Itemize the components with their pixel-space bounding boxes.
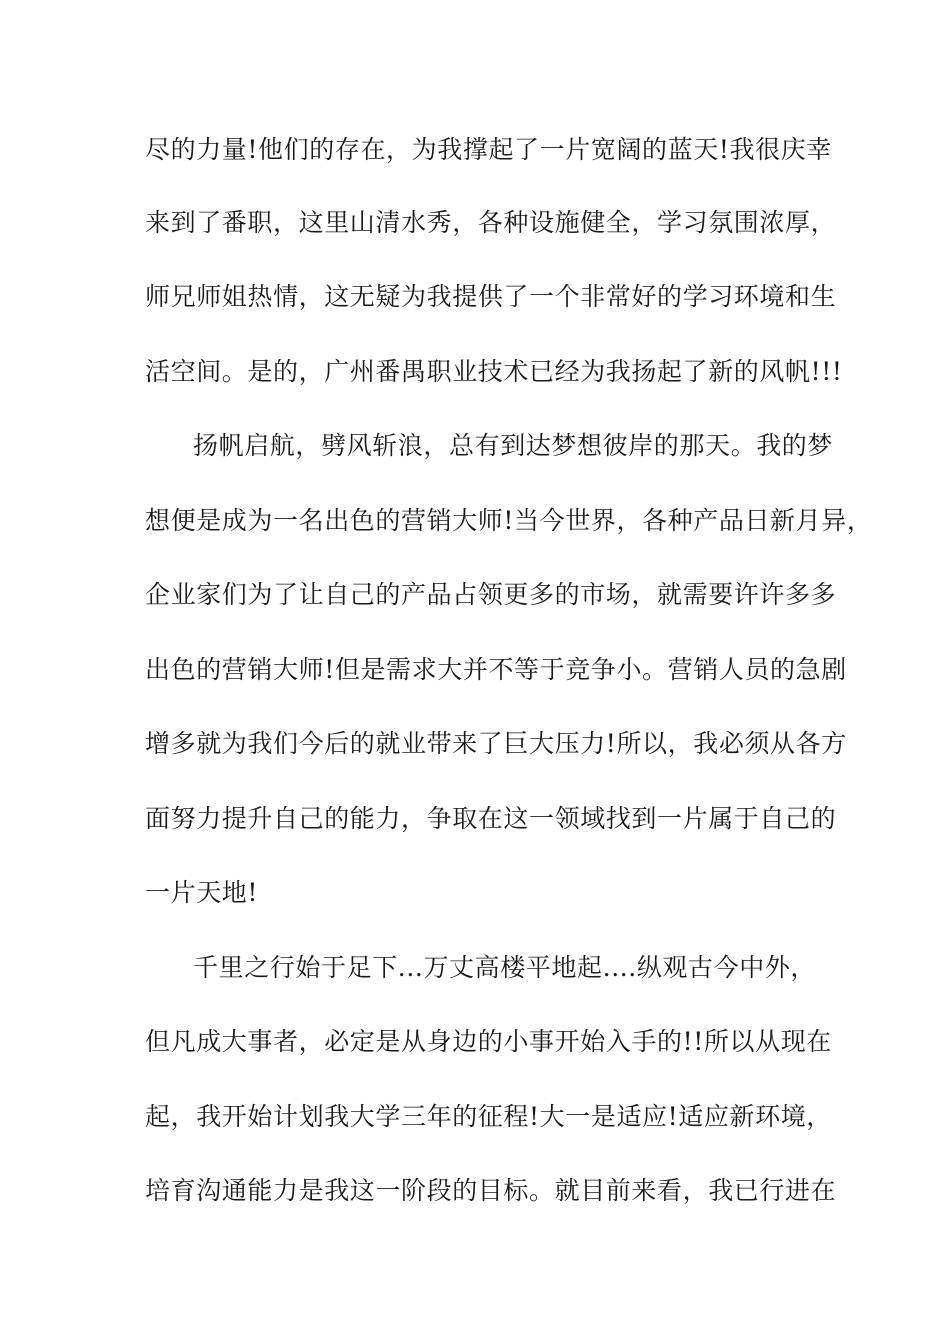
- text-line: 想便是成为一名出色的营销大师!当今世界，各种产品日新月异，: [145, 506, 873, 535]
- paragraph-start-line: 千里之行始于足下...万丈高楼平地起....纵观古今中外，: [193, 953, 817, 982]
- text-line: 但凡成大事者，必定是从身边的小事开始入手的!!所以从现在: [145, 1027, 832, 1056]
- text-line: 一片天地!: [145, 878, 259, 907]
- text-line: 师兄师姐热情，这无疑为我提供了一个非常好的学习环境和生: [145, 282, 837, 311]
- text-line: 培育沟通能力是我这一阶段的目标。就目前来看，我已行进在: [145, 1176, 837, 1205]
- text-line: 活空间。是的，广州番禺职业技术已经为我扬起了新的风帆!!!: [145, 357, 843, 386]
- text-line: 面努力提升自己的能力，争取在这一领域找到一片属于自己的: [145, 804, 837, 833]
- text-line: 来到了番职，这里山清水秀，各种设施健全，学习氛围浓厚，: [145, 208, 837, 237]
- text-line: 增多就为我们今后的就业带来了巨大压力!所以，我必须从各方: [145, 729, 847, 758]
- text-line: 起，我开始计划我大学三年的征程!大一是适应!适应新环境，: [145, 1102, 832, 1131]
- text-line: 企业家们为了让自己的产品占领更多的市场，就需要许许多多: [145, 580, 837, 609]
- text-line: 尽的力量!他们的存在，为我撑起了一片宽阔的蓝天!我很庆幸: [145, 135, 832, 164]
- text-line: 出色的营销大师!但是需求大并不等于竞争小。营销人员的急剧: [145, 655, 847, 684]
- paragraph-start-line: 扬帆启航，劈风斩浪，总有到达梦想彼岸的那天。我的梦: [193, 431, 834, 460]
